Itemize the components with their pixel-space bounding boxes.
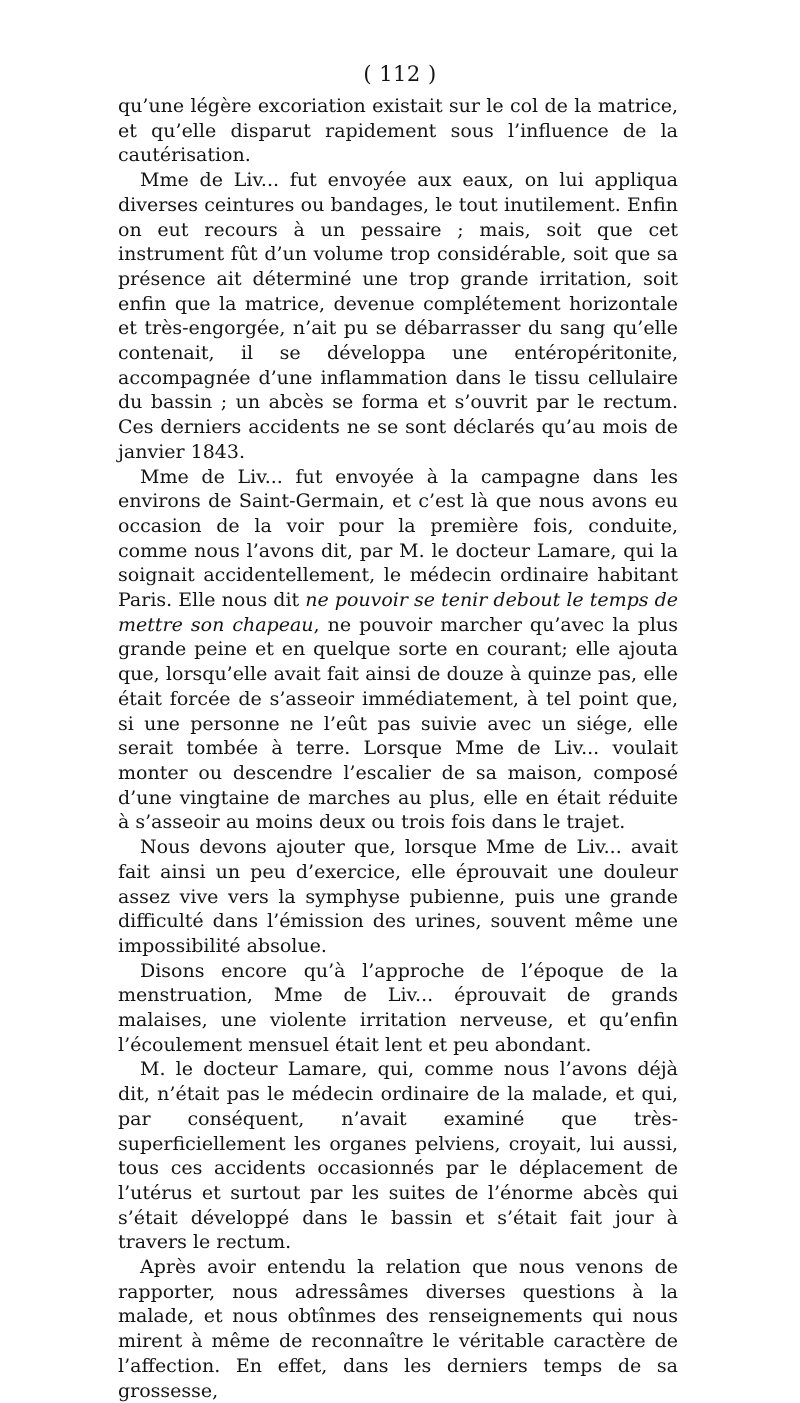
italic-quote: ne pouvoir se tenir debout le temps de mettre son chapeau	[118, 589, 678, 636]
paragraph	[118, 465, 678, 836]
text-run: Mme de Liv... fut envoyée à la campagne dans les environs de Saint-Germain, et c’est là que nous avons eu occasion de la voir pour la première fois, conduite, comme nous l’avons dit, par M. le docteur Lamare, qui la soignait accidentellement, le médecin ordinaire habitant Paris. Elle nous dit	[118, 465, 678, 612]
paragraph	[118, 168, 678, 464]
text-run: Mme de Liv... fut envoyée aux eaux, on lui appliqua diverses ceintures ou bandages, le tout inutilement. Enfin on eut recours à un pessaire ; mais, soit que cet instrument fût d’un volume trop considérable, soit que sa présence ait déterminé une trop grande irritation, soit enfin que la matrice, devenue complétement horizontale et très-engorgée, n’ait pu se débarrasser du sang qu’elle contenait, il se développa une entéropéritonite, accompagnée d’une inflammation dans le tissu cellulaire du bassin ; un abcès se forma et s’ouvrit par le rectum. Ces derniers accidents ne se sont déclarés qu’au mois de janvier 1843.	[118, 169, 678, 463]
text-run: Après avoir entendu la relation que nous venons de rapporter, nous adressâmes diverses questions à la malade, et nous obtînmes des renseignements qui nous mirent à même de reconnaître le véritable caractère de l’affection. En effet, dans les derniers temps de sa grossesse,	[118, 1256, 678, 1402]
text-run: , ne pouvoir marcher qu’avec la plus grande peine et en quelque sorte en courant; elle ajouta que, lorsqu’elle avait fait ainsi de douze à quinze pas, elle était forcée de s’asseoir immédiatement, à tel point que, si une personne ne l’eût pas suivie avec un siége, elle serait tombée à terre. Lorsque Mme de Liv... voulait monter ou descendre l’escalier de sa maison, composé d’une vingtaine de marches au plus, elle en était réduite à s’asseoir au moins deux ou trois fois dans le trajet.	[118, 613, 678, 834]
paragraph	[118, 835, 678, 959]
paragraph	[118, 1255, 678, 1403]
text-run: Nous devons ajouter que, lorsque Mme de Liv... avait fait ainsi un peu d’exercice, elle éprouvait une douleur assez vive vers la symphyse pubienne, puis une grande difficulté dans l’émission des urines, souvent même une impossibilité absolue.	[118, 836, 678, 957]
page-number: ( 112 )	[363, 62, 437, 86]
text-run: qu’une légère excoriation existait sur le col de la matrice, et qu’elle disparut rapidement sous l’influence de la cautérisation.	[118, 95, 678, 167]
text-run: Disons encore qu’à l’approche de l’époque de la menstruation, Mme de Liv... éprouvait de grands malaises, une violente irritation nerveuse, et qu’enfin l’écoulement mensuel était lent et peu abondant.	[118, 959, 678, 1056]
paragraph	[118, 94, 678, 168]
text-run: M. le docteur Lamare, qui, comme nous l’avons déjà dit, n’était pas le médecin ordinaire de la malade, et qui, par conséquent, n’avait examiné que très-superficiellement les organes pelviens, croyait, lui aussi, tous ces accidents occasionnés par le déplacement de l’utérus et surtout par les suites de l’énorme abcès qui s’était développé dans le bassin et s’était fait jour à travers le rectum.	[118, 1058, 678, 1254]
paragraph	[118, 1057, 678, 1255]
body-text	[118, 94, 678, 1403]
paragraph	[118, 959, 678, 1058]
